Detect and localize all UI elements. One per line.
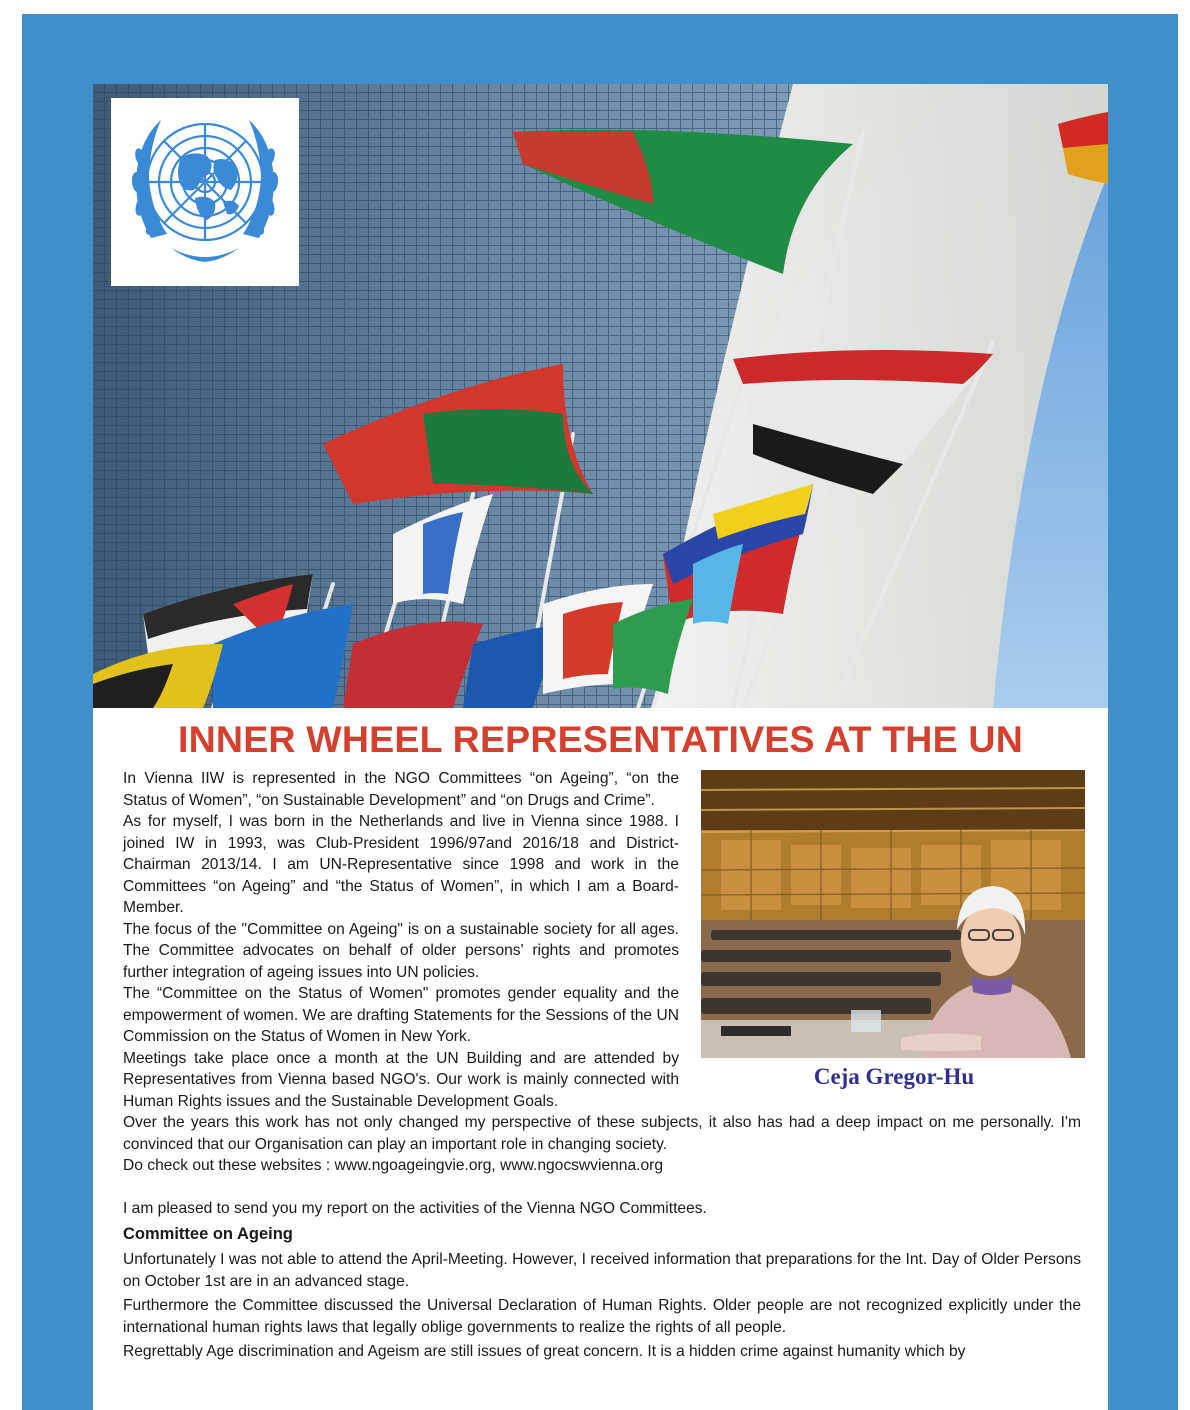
section-paragraph-2: Furthermore the Committee discussed the Universal Declaration of Human Rights. Older people are not recognized explicitly under the international human rights laws that legally oblige governments to realize the rights of all people. — [123, 1297, 1081, 1336]
section-paragraph-3: Regrettably Age discrimination and Ageism are still issues of great concern. It is a hidden crime against humanity which by — [123, 1343, 966, 1360]
report-intro: I am pleased to send you my report on the activities of the Vienna NGO Committees. — [123, 1199, 707, 1217]
un-emblem-icon — [111, 98, 299, 286]
article-body — [123, 768, 1081, 1363]
intro-paragraph-3: The focus of the "Committee on Ageing" is on a sustainable society for all ages. The Committee advocates on behalf of older persons' rights and promotes further integration of ageing issues into UN policies. — [123, 920, 679, 981]
intro-paragraph-2: As for myself, I was born in the Netherlands and live in Vienna since 1988. I joined IW in 1993, was Club-President 1996/97and 2016/18 and District-Chairman 2013/14. I am UN-Representative since 1998 and work in the Committees “on Ageing” and “the Status of Women”, in which I am a Board-Member. — [123, 813, 679, 916]
portrait-figure — [701, 770, 1087, 1090]
section-heading: Committee on Ageing — [123, 1225, 293, 1243]
intro-paragraph-6: Over the years this work has not only changed my perspective of these subjects, it also has had a deep impact on me personally. I'm convinced that our Organisation can play an important role in changing society. — [123, 1114, 1081, 1153]
intro-paragraph-5: Meetings take place once a month at the UN Building and are attended by Representatives from Vienna based NGO's. Our work is mainly connected with Human Rights issues and the Sustainable Development Goals. — [123, 1049, 679, 1110]
hero-image — [93, 84, 1108, 708]
intro-paragraph-1: In Vienna IIW is represented in the NGO Committees “on Ageing”, “on the Status of Women”, “on Sustainable Development” and “on Drugs and Crime”. — [123, 770, 679, 809]
page-title: INNER WHEEL REPRESENTATIVES AT THE UN — [178, 718, 1023, 760]
section-paragraph-1: Unfortunately I was not able to attend the April-Meeting. However, I received information that preparations for the Int. Day of Older Persons on October 1st are in an advanced stage. — [123, 1251, 1081, 1290]
article-page — [93, 84, 1108, 1410]
intro-paragraph-4: The “Committee on the Status of Women" promotes gender equality and the empowerment of women. We are drafting Statements for the Sessions of the UN Commission on the Status of Women in New York. — [123, 985, 679, 1045]
conference-room-portrait-icon — [701, 770, 1085, 1058]
photo-caption: Ceja Gregor-Hu — [813, 1064, 975, 1089]
websites-paragraph: Do check out these websites : www.ngoageingvie.org, www.ngocswvienna.org — [123, 1157, 664, 1174]
